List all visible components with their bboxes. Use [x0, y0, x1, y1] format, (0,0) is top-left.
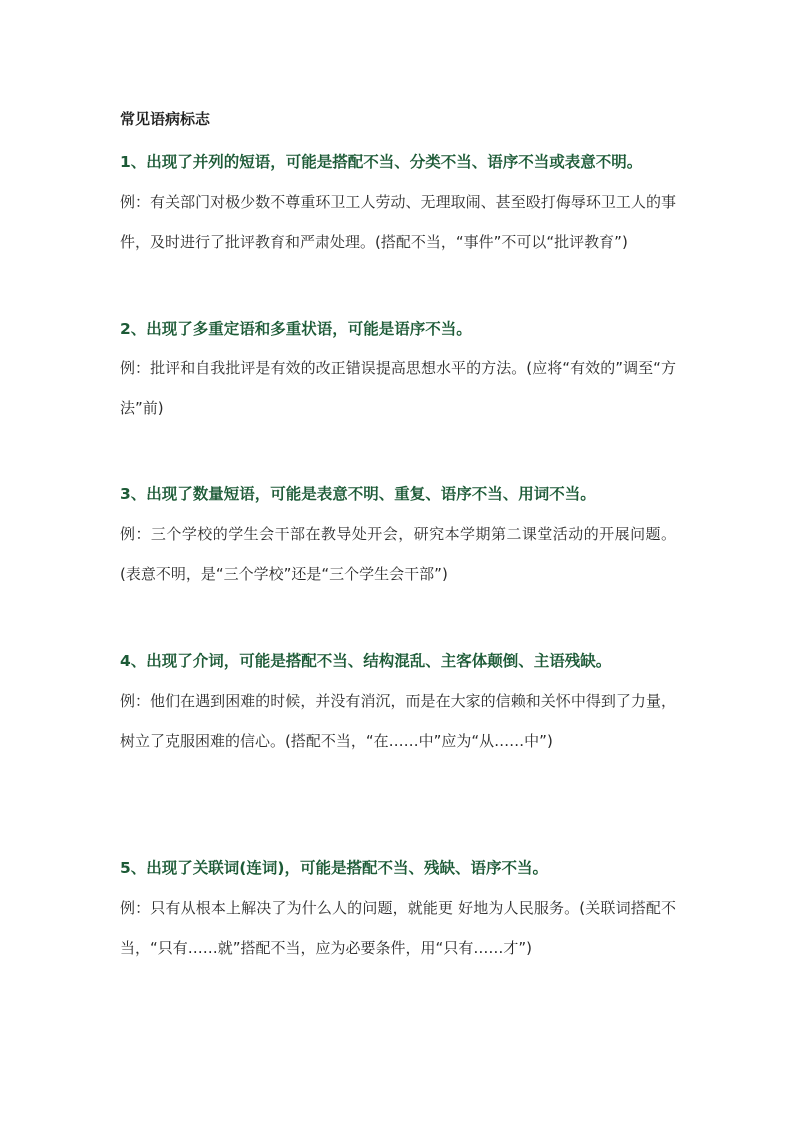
- section-3-heading: 3、出现了数量短语，可能是表意不明、重复、语序不当、用词不当。: [120, 485, 596, 503]
- section-4-heading: 4、出现了介词，可能是搭配不当、结构混乱、主客体颠倒、主语残缺。: [120, 652, 612, 670]
- section-2-heading: 2、出现了多重定语和多重状语，可能是语序不当。: [120, 320, 472, 338]
- section-1-example: 例：有关部门对极少数不尊重环卫工人劳动、无理取闹、甚至殴打侮辱环卫工人的事件，及时进行了批评教育和严肃处理。(搭配不当，“事件”不可以“批评教育”): [120, 193, 676, 251]
- section-5-example: 例：只有从根本上解决了为什么人的问题，就能更 好地为人民服务。(关联词搭配不当，“只有……就”搭配不当，应为必要条件，用“只有……才”): [120, 899, 676, 957]
- section-2-example: 例：批评和自我批评是有效的改正错误提高思想水平的方法。(应将“有效的”调至“方法”前): [120, 359, 676, 417]
- section-4-example: 例：他们在遇到困难的时候，并没有消沉，而是在大家的信赖和关怀中得到了力量，树立了克服困难的信心。(搭配不当，“在……中”应为“从……中”): [120, 692, 676, 750]
- section-1-heading: 1、出现了并列的短语，可能是搭配不当、分类不当、语序不当或表意不明。: [120, 153, 643, 171]
- document-title: 常见语病标志: [120, 110, 211, 128]
- section-5-heading: 5、出现了关联词(连词)，可能是搭配不当、残缺、语序不当。: [120, 859, 548, 877]
- section-3-example: 例：三个学校的学生会干部在教导处开会，研究本学期第二课堂活动的开展问题。(表意不明，是“三个学校”还是“三个学生会干部”): [120, 525, 676, 583]
